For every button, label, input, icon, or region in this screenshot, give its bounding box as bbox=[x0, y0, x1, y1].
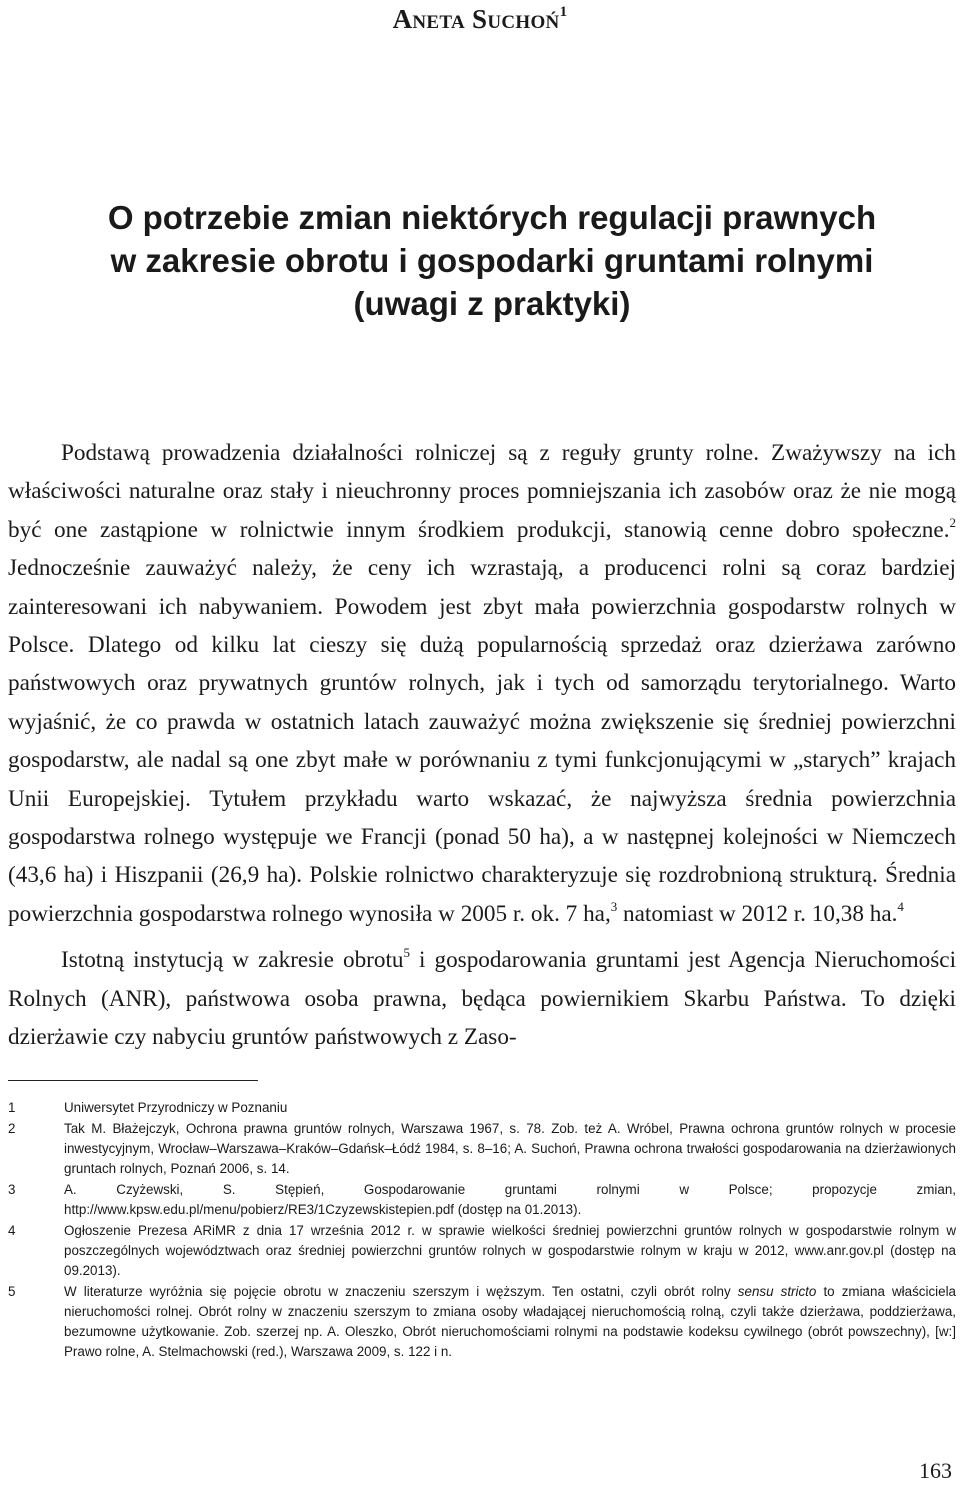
footnote-text-part: A. Czyżewski, S. Stępień, Gospodarowanie gruntami rolnymi w Polsce; propozycje zmian, http://www.kpsw.edu.pl/menu/pobierz/RE3/1Czyzewskistepien.pdf (dostęp na 01.2013). bbox=[64, 1182, 956, 1217]
paragraph-text: natomiast w 2012 r. 10,38 ha. bbox=[617, 900, 898, 927]
footnotes bbox=[8, 1098, 956, 1362]
paragraph-text: Istotną instytucją w zakresie obrotu bbox=[61, 947, 404, 974]
footnote-text-part: Ogłoszenie Prezesa ARiMR z dnia 17 września 2012 r. w sprawie wielkości średniej powierzchni gruntów rolnych w gospodarstwie rolnym w poszczególnych województwach oraz średniej powierzchni gruntów rolnych w gospodarstwie rolnym w kraju w 2012, www.anr.gov.pl (dostęp na 09.2013). bbox=[64, 1223, 956, 1278]
author-name-text: Aneta Suchoń bbox=[392, 4, 560, 34]
paragraph-text: Podstawą prowadzenia działalności rolniczej są z reguły grunty rolne. Zważywszy na ich właściwości naturalne oraz stały i nieuchronny proces pomniejszania ich zasobów oraz że nie mogą być one zastąpione w rolnictwie innym środkiem produkcji, stanowią cenne dobro społeczne. bbox=[8, 440, 956, 543]
footnote-3 bbox=[8, 1180, 956, 1220]
footnote-number: 2 bbox=[8, 1121, 16, 1136]
footnote-number: 5 bbox=[8, 1284, 16, 1299]
footnote-divider bbox=[8, 1080, 258, 1081]
footnote-number: 1 bbox=[8, 1100, 16, 1115]
footnote-text-part: Uniwersytet Przyrodniczy w Poznaniu bbox=[64, 1100, 288, 1115]
author-footnote-ref[interactable]: 1 bbox=[559, 4, 568, 20]
title-line-1: O potrzebie zmian niektórych regulacji prawnych bbox=[107, 199, 877, 236]
footnote-number: 3 bbox=[8, 1182, 16, 1197]
page-number: 163 bbox=[919, 1458, 952, 1483]
footnote-ref-3[interactable]: 3 bbox=[610, 898, 618, 914]
body-paragraph-1 bbox=[8, 434, 956, 933]
article-title bbox=[62, 196, 922, 325]
author-name bbox=[0, 4, 960, 35]
footnote-text bbox=[64, 1282, 956, 1362]
footnote-text-part: W literaturze wyróżnia się pojęcie obrotu w znaczeniu szerszym i węższym. Ten ostatni, czyli obrót rolny bbox=[64, 1284, 738, 1299]
footnote-ref-2[interactable]: 2 bbox=[949, 514, 956, 530]
footnote-2 bbox=[8, 1119, 956, 1179]
footnote-text-italic: sensu stricto bbox=[737, 1284, 817, 1299]
body-paragraph-2 bbox=[8, 941, 956, 1056]
footnote-text bbox=[64, 1180, 956, 1220]
footnote-text bbox=[64, 1119, 956, 1179]
title-line-3: (uwagi z praktyki) bbox=[353, 285, 631, 322]
paragraph-text: i gospodarowania gruntami jest Agencja Nieruchomości Rolnych (ANR), państwowa osoba prawna, będąca powiernikiem Skarbu Państwa. To dzięki dzierżawie czy nabyciu gruntów państwowych z Zaso- bbox=[8, 947, 957, 1051]
paragraph-text: Jednocześnie zauważyć należy, że ceny ich wzrastają, a producenci rolni są coraz bardziej zainteresowani ich nabywaniem. Powodem jest zbyt mała powierzchnia gospodarstw rolnych w Polsce. Dlatego od kilku lat cieszy się dużą popularnością sprzedaż oraz dzierżawa zarówno państwowych oraz prywatnych gruntów rolnych, jak i tych od samorządu terytorialnego. Warto wyjaśnić, że co prawda w ostatnich latach zauważyć można zwiększenie się średniej powierzchni gospodarstw, ale nadal są one zbyt małe w porównaniu z tymi funkcjonującymi w „starych” krajach Unii Europejskiej. Tytułem przykładu warto wskazać, że najwyższa średnia powierzchnia gospodarstwa rolnego występuje we Francji (ponad 50 ha), a w następnej kolejności w Niemczech (43,6 ha) i Hiszpanii (26,9 ha). Polskie rolnictwo charakteryzuje się rozdrobnioną strukturą. Średnia powierzchnia gospodarstwa rolnego wynosiła w 2005 r. ok. 7 ha, bbox=[8, 555, 956, 927]
footnote-text bbox=[64, 1221, 956, 1281]
footnote-text-part: to zmiana właściciela nieruchomości rolnej. Obrót rolny w znaczeniu szerszym to zmiana osoby władającej nieruchomością rolną, czyli także dzierżawa, poddzierżawa, bezumowne użytkowanie. Zob. szerzej np. A. Oleszko, Obrót nieruchomościami rolnymi na podstawie kodeksu cywilnego (obrót powszechny), [w:] Prawo rolne, A. Stelmachowski (red.), Warszawa 2009, s. 122 i n. bbox=[64, 1284, 957, 1359]
footnote-text-part: Tak M. Błażejczyk, Ochrona prawna gruntów rolnych, Warszawa 1967, s. 78. Zob. też A. Wróbel, Prawna ochrona gruntów rolnych w procesie inwestycyjnym, Wrocław–Warszawa–Kraków–Gdańsk–Łódź 1984, s. 8–16; A. Suchoń, Prawna ochrona trwałości gospodarowania na dzierżawionych gruntach rolnych, Poznań 2006, s. 14. bbox=[64, 1121, 956, 1176]
title-line-2: w zakresie obrotu i gospodarki gruntami rolnymi bbox=[110, 242, 874, 279]
footnote-4 bbox=[8, 1221, 956, 1281]
footnote-1 bbox=[8, 1098, 956, 1118]
footnote-ref-4[interactable]: 4 bbox=[897, 898, 904, 914]
footnote-number: 4 bbox=[8, 1223, 16, 1238]
footnote-text bbox=[64, 1098, 956, 1118]
footnote-ref-5[interactable]: 5 bbox=[403, 945, 411, 961]
article-body bbox=[8, 434, 956, 1057]
footnote-5 bbox=[8, 1282, 956, 1362]
